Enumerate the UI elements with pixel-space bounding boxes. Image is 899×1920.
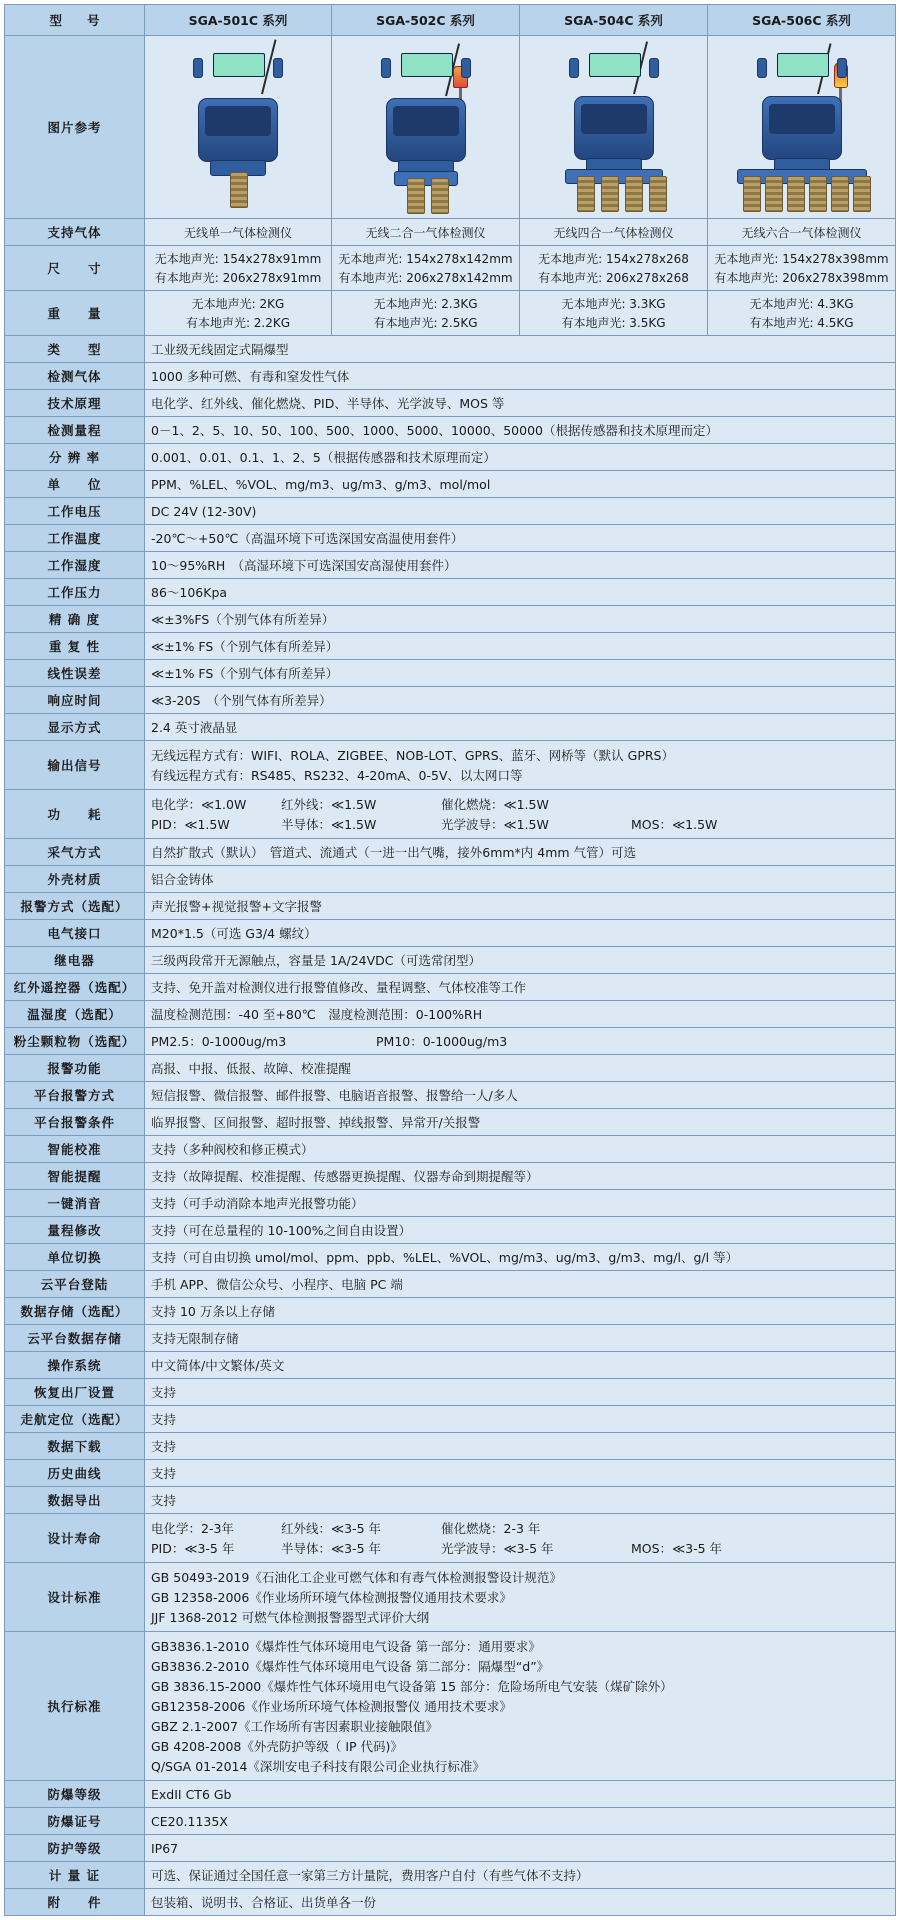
table-row-spec <box>5 1835 896 1862</box>
spec-label-unit: 单 位 <box>5 471 145 498</box>
table-row-dust <box>5 1028 896 1055</box>
table-row-spec <box>5 1808 896 1835</box>
table-row-spec <box>5 1190 896 1217</box>
spec-value-cloud-login: 手机 APP、微信公众号、小程序、电脑 PC 端 <box>145 1271 896 1298</box>
exec-standard-label: 执行标准 <box>5 1632 145 1781</box>
weight-504c-line2: 有本地声光: 3.5KG <box>561 316 666 330</box>
table-row-spec <box>5 1082 896 1109</box>
spec-value-data-export: 支持 <box>145 1487 896 1514</box>
spec-label-ex-rating: 防爆等级 <box>5 1781 145 1808</box>
spec-value-os: 中文简体/中文繁体/英文 <box>145 1352 896 1379</box>
table-row-spec <box>5 1487 896 1514</box>
design-standard-label: 设计标准 <box>5 1563 145 1632</box>
table-row-spec <box>5 1325 896 1352</box>
spec-value-principle: 电化学、红外线、催化燃烧、PID、半导体、光学波导、MOS 等 <box>145 390 896 417</box>
table-row-spec <box>5 336 896 363</box>
weight-506c <box>708 291 896 336</box>
table-row-spec <box>5 606 896 633</box>
gas-support-502c: 无线二合一气体检测仪 <box>332 219 520 246</box>
life-ec: 电化学：2-3年 <box>151 1521 234 1536</box>
table-row-spec <box>5 1136 896 1163</box>
spec-label-platform-alarm-mode: 平台报警方式 <box>5 1082 145 1109</box>
spec-label-one-key-mute: 一键消音 <box>5 1190 145 1217</box>
spec-label-history-curve: 历史曲线 <box>5 1460 145 1487</box>
exec-standard-line-1: GB3836.1-2010《爆炸性气体环境用电气设备 第一部分：通用要求》 <box>151 1639 541 1654</box>
table-row-spec <box>5 714 896 741</box>
spec-label-os: 操作系统 <box>5 1352 145 1379</box>
spec-value-repeatability: ≪±1% FS（个别气体有所差异） <box>145 633 896 660</box>
exec-standard-line-3: GB 3836.15-2000《爆炸性气体环境用电气设备第 15 部分：危险场所电气安装（煤矿除外） <box>151 1679 673 1694</box>
spec-label-cloud-login: 云平台登陆 <box>5 1271 145 1298</box>
table-row-spec <box>5 525 896 552</box>
table-row-spec <box>5 974 896 1001</box>
table-row-spec <box>5 1163 896 1190</box>
table-row-spec <box>5 1109 896 1136</box>
table-row-spec <box>5 1298 896 1325</box>
spec-value-one-key-mute: 支持（可手动消除本地声光报警功能） <box>145 1190 896 1217</box>
exec-standard-line-2: GB3836.2-2010《爆炸性气体环境用电气设备 第二部分：隔爆型“d”》 <box>151 1659 550 1674</box>
spec-value-humidity: 10～95%RH （高湿环境下可选深国安高湿使用套件） <box>145 552 896 579</box>
size-501c-line1: 无本地声光: 154x278x91mm <box>154 252 322 266</box>
table-row-exec-standard <box>5 1632 896 1781</box>
table-row-spec <box>5 363 896 390</box>
table-row-spec <box>5 417 896 444</box>
weight-label: 重 量 <box>5 291 145 336</box>
table-row-spec <box>5 444 896 471</box>
weight-504c <box>520 291 708 336</box>
device-image-506c <box>708 36 896 219</box>
gas-support-label: 支持气体 <box>5 219 145 246</box>
table-row-spec <box>5 1862 896 1889</box>
size-506c-line2: 有本地声光: 206x278x398mm <box>714 271 889 285</box>
exec-standard-line-6: GB 4208-2008《外壳防护等级（ IP 代码)》 <box>151 1739 403 1754</box>
design-standard-line-3: JJF 1368-2012 可燃气体检测报警器型式评价大纲 <box>151 1610 430 1625</box>
table-row-output-signal <box>5 741 896 790</box>
table-row-header <box>5 5 896 36</box>
table-row-spec <box>5 839 896 866</box>
spec-value-temp-humidity-option: 温度检测范围：-40 至+80℃ 湿度检测范围：0-100%RH <box>145 1001 896 1028</box>
spec-label-cloud-storage: 云平台数据存储 <box>5 1325 145 1352</box>
dust-pm25: PM2.5：0-1000ug/m3 <box>151 1034 287 1049</box>
spec-value-housing: 铝合金铸体 <box>145 866 896 893</box>
model-502c: SGA-502C 系列 <box>332 5 520 36</box>
spec-value-data-download: 支持 <box>145 1433 896 1460</box>
spec-value-relay: 三级两段常开无源触点，容量是 1A/24VDC（可选常闭型） <box>145 947 896 974</box>
spec-value-ex-rating: ExdII CT6 Gb <box>145 1781 896 1808</box>
spec-label-response-time: 响应时间 <box>5 687 145 714</box>
spec-value-mobile-positioning: 支持 <box>145 1406 896 1433</box>
design-life-label: 设计寿命 <box>5 1514 145 1563</box>
table-row-spec <box>5 579 896 606</box>
spec-value-range: 0－1、2、5、10、50、100、500、1000、5000、10000、50000（根据传感器和技术原理而定） <box>145 417 896 444</box>
spec-label-sampling: 采气方式 <box>5 839 145 866</box>
spec-value-linearity: ≪±1% FS（个别气体有所差异） <box>145 660 896 687</box>
spec-value-pressure: 86～106Kpa <box>145 579 896 606</box>
table-row-spec <box>5 920 896 947</box>
table-row-power <box>5 790 896 839</box>
weight-502c-line1: 无本地声光: 2.3KG <box>373 297 478 311</box>
device-image-504c <box>520 36 708 219</box>
size-502c <box>332 246 520 291</box>
table-row-image <box>5 36 896 219</box>
spec-label-housing: 外壳材质 <box>5 866 145 893</box>
exec-standard-value <box>145 1632 896 1781</box>
spec-value-detect-gas: 1000 多种可燃、有毒和窒发性气体 <box>145 363 896 390</box>
spec-value-ip-rating: IP67 <box>145 1835 896 1862</box>
weight-506c-line2: 有本地声光: 4.5KG <box>749 316 854 330</box>
spec-label-mobile-positioning: 走航定位（选配） <box>5 1406 145 1433</box>
spec-value-voltage: DC 24V (12-30V) <box>145 498 896 525</box>
exec-standard-line-4: GB12358-2006《作业场所环境气体检测报警仪 通用技术要求》 <box>151 1699 512 1714</box>
size-504c-line1: 无本地声光: 154x278x268 <box>538 252 689 266</box>
power-semiconductor: 半导体：≪1.5W <box>281 817 377 832</box>
spec-value-platform-alarm-condition: 临界报警、区间报警、超时报警、掉线报警、异常开/关报警 <box>145 1109 896 1136</box>
spec-value-platform-alarm-mode: 短信报警、微信报警、邮件报警、电脑语音报警、报警给一人/多人 <box>145 1082 896 1109</box>
table-row-size <box>5 246 896 291</box>
size-504c-line2: 有本地声光: 206x278x268 <box>538 271 689 285</box>
spec-value-type: 工业级无线固定式隔爆型 <box>145 336 896 363</box>
table-row-spec <box>5 947 896 974</box>
model-504c: SGA-504C 系列 <box>520 5 708 36</box>
spec-label-unit-switch: 单位切换 <box>5 1244 145 1271</box>
power-row-2 <box>151 814 889 834</box>
spec-label-factory-reset: 恢复出厂设置 <box>5 1379 145 1406</box>
weight-501c-line1: 无本地声光: 2KG <box>191 297 285 311</box>
table-row-weight <box>5 291 896 336</box>
spec-label-humidity: 工作湿度 <box>5 552 145 579</box>
image-ref-label: 图片参考 <box>5 36 145 219</box>
spec-label-display: 显示方式 <box>5 714 145 741</box>
spec-label-relay: 继电器 <box>5 947 145 974</box>
size-506c <box>708 246 896 291</box>
table-row-spec <box>5 1460 896 1487</box>
spec-value-smart-reminder: 支持（故障提醒、校准提醒、传感器更换提醒、仪器寿命到期提醒等） <box>145 1163 896 1190</box>
spec-label-accuracy: 精 确 度 <box>5 606 145 633</box>
spec-value-accessories: 包装箱、说明书、合格证、出货单各一份 <box>145 1889 896 1916</box>
spec-label-ir-remote: 红外遥控器（选配） <box>5 974 145 1001</box>
weight-501c <box>145 291 332 336</box>
spec-label-smart-calibration: 智能校准 <box>5 1136 145 1163</box>
spec-label-resolution: 分 辨 率 <box>5 444 145 471</box>
size-501c-line2: 有本地声光: 206x278x91mm <box>154 271 322 285</box>
spec-label-range-modify: 量程修改 <box>5 1217 145 1244</box>
size-502c-line2: 有本地声光: 206x278x142mm <box>338 271 513 285</box>
spec-table <box>4 4 896 1916</box>
table-row-spec <box>5 866 896 893</box>
spec-value-accuracy: ≪±3%FS（个别气体有所差异） <box>145 606 896 633</box>
spec-label-range: 检测量程 <box>5 417 145 444</box>
life-catalytic: 催化燃烧：2-3 年 <box>441 1521 541 1536</box>
design-standard-line-1: GB 50493-2019《石油化工企业可燃气体和有毒气体检测报警设计规范》 <box>151 1570 562 1585</box>
device-image-501c <box>145 36 332 219</box>
table-row-spec <box>5 1271 896 1298</box>
spec-label-voltage: 工作电压 <box>5 498 145 525</box>
spec-value-unit-switch: 支持（可自由切换 umol/mol、ppm、ppb、%LEL、%VOL、mg/m3、ug/m3、g/m3、mg/l、g/l 等） <box>145 1244 896 1271</box>
spec-value-history-curve: 支持 <box>145 1460 896 1487</box>
spec-value-alarm-function: 高报、中报、低报、故障、校准提醒 <box>145 1055 896 1082</box>
life-semiconductor: 半导体：≪3-5 年 <box>281 1541 381 1556</box>
spec-label-accessories: 附 件 <box>5 1889 145 1916</box>
power-row-1 <box>151 794 889 814</box>
gas-support-506c: 无线六合一气体检测仪 <box>708 219 896 246</box>
table-row-spec <box>5 1055 896 1082</box>
dust-row <box>151 1032 889 1050</box>
power-optical: 光学波导：≪1.5W <box>441 817 549 832</box>
table-row-spec <box>5 1406 896 1433</box>
design-standard-line-2: GB 12358-2006《作业场所环境气体检测报警仪通用技术要求》 <box>151 1590 512 1605</box>
dust-pm10: PM10：0-1000ug/m3 <box>376 1034 508 1049</box>
spec-value-smart-calibration: 支持（多种阀校和修正模式） <box>145 1136 896 1163</box>
spec-label-alarm-function: 报警功能 <box>5 1055 145 1082</box>
table-row-design-standard <box>5 1563 896 1632</box>
spec-label-principle: 技术原理 <box>5 390 145 417</box>
spec-label-platform-alarm-condition: 平台报警条件 <box>5 1109 145 1136</box>
table-row-spec <box>5 1781 896 1808</box>
spec-label-alarm-mode: 报警方式（选配） <box>5 893 145 920</box>
spec-label-detect-gas: 检测气体 <box>5 363 145 390</box>
spec-value-data-storage: 支持 10 万条以上存储 <box>145 1298 896 1325</box>
exec-standard-line-7: Q/SGA 01-2014《深圳安电子科技有限公司企业执行标准》 <box>151 1759 485 1774</box>
table-row-spec <box>5 687 896 714</box>
table-row-spec <box>5 1379 896 1406</box>
table-row-spec <box>5 1217 896 1244</box>
output-signal-value <box>145 741 896 790</box>
spec-value-range-modify: 支持（可在总量程的 10-100%之间自由设置） <box>145 1217 896 1244</box>
weight-504c-line1: 无本地声光: 3.3KG <box>561 297 666 311</box>
table-row-gas-support <box>5 219 896 246</box>
power-catalytic: 催化燃烧：≪1.5W <box>441 797 549 812</box>
output-signal-wireless: 无线远程方式有：WIFI、ROLA、ZIGBEE、NOB-LOT、GPRS、蓝牙、网桥等（默认 GPRS） <box>151 748 674 763</box>
spec-value-cloud-storage: 支持无限制存储 <box>145 1325 896 1352</box>
table-row-design-life <box>5 1514 896 1563</box>
spec-value-alarm-mode: 声光报警+视觉报警+文字报警 <box>145 893 896 920</box>
spec-label-data-export: 数据导出 <box>5 1487 145 1514</box>
spec-value-resolution: 0.001、0.01、0.1、1、2、5（根据传感器和技术原理而定） <box>145 444 896 471</box>
size-502c-line1: 无本地声光: 154x278x142mm <box>338 252 513 266</box>
spec-value-unit: PPM、%LEL、%VOL、mg/m3、ug/m3、g/m3、mol/mol <box>145 471 896 498</box>
life-ir: 红外线：≪3-5 年 <box>281 1521 381 1536</box>
life-optical: 光学波导：≪3-5 年 <box>441 1541 554 1556</box>
spec-label-repeatability: 重 复 性 <box>5 633 145 660</box>
spec-label-metrology-cert: 计 量 证 <box>5 1862 145 1889</box>
spec-value-temperature: -20℃～+50℃（高温环境下可选深国安高温使用套件） <box>145 525 896 552</box>
exec-standard-line-5: GBZ 2.1-2007《工作场所有害因素职业接触限值》 <box>151 1719 439 1734</box>
size-label: 尺 寸 <box>5 246 145 291</box>
size-501c <box>145 246 332 291</box>
table-row-spec <box>5 390 896 417</box>
spec-value-sampling: 自然扩散式（默认） 管道式、流通式（一进一出气嘴，接外6mm*内 4mm 气管）可选 <box>145 839 896 866</box>
design-life-value <box>145 1514 896 1563</box>
life-pid: PID：≪3-5 年 <box>151 1541 235 1556</box>
design-life-row-2 <box>151 1538 889 1558</box>
spec-value-display: 2.4 英寸液晶显 <box>145 714 896 741</box>
size-506c-line1: 无本地声光: 154x278x398mm <box>714 252 889 266</box>
spec-value-metrology-cert: 可选、保证通过全国任意一家第三方计量院，费用客户自付（有些气体不支持） <box>145 1862 896 1889</box>
spec-label-data-storage: 数据存储（选配） <box>5 1298 145 1325</box>
model-label: 型 号 <box>5 5 145 36</box>
table-row-spec <box>5 1001 896 1028</box>
table-row-spec <box>5 471 896 498</box>
table-row-spec <box>5 660 896 687</box>
spec-label-ex-cert-no: 防爆证号 <box>5 1808 145 1835</box>
spec-label-ip-rating: 防护等级 <box>5 1835 145 1862</box>
spec-label-electrical-interface: 电气接口 <box>5 920 145 947</box>
power-label: 功 耗 <box>5 790 145 839</box>
power-ir: 红外线：≪1.5W <box>281 797 377 812</box>
model-501c: SGA-501C 系列 <box>145 5 332 36</box>
weight-501c-line2: 有本地声光: 2.2KG <box>185 316 291 330</box>
spec-value-electrical-interface: M20*1.5（可选 G3/4 螺纹） <box>145 920 896 947</box>
output-signal-label: 输出信号 <box>5 741 145 790</box>
spec-label-linearity: 线性误差 <box>5 660 145 687</box>
spec-label-pressure: 工作压力 <box>5 579 145 606</box>
spec-label-type: 类 型 <box>5 336 145 363</box>
gas-support-501c: 无线单一气体检测仪 <box>145 219 332 246</box>
spec-value-ex-cert-no: CE20.1135X <box>145 1808 896 1835</box>
spec-label-smart-reminder: 智能提醒 <box>5 1163 145 1190</box>
spec-label-temperature: 工作温度 <box>5 525 145 552</box>
spec-label-data-download: 数据下载 <box>5 1433 145 1460</box>
model-506c: SGA-506C 系列 <box>708 5 896 36</box>
design-life-row-1 <box>151 1518 889 1538</box>
design-standard-value <box>145 1563 896 1632</box>
table-row-spec <box>5 1244 896 1271</box>
weight-502c <box>332 291 520 336</box>
output-signal-wired: 有线远程方式有：RS485、RS232、4-20mA、0-5V、以太网口等 <box>151 768 523 783</box>
device-image-502c <box>332 36 520 219</box>
power-ec: 电化学：≪1.0W <box>151 797 247 812</box>
spec-value-factory-reset: 支持 <box>145 1379 896 1406</box>
table-row-spec <box>5 1352 896 1379</box>
spec-label-temp-humidity-option: 温湿度（选配） <box>5 1001 145 1028</box>
table-row-spec <box>5 1433 896 1460</box>
table-row-spec <box>5 498 896 525</box>
spec-value-response-time: ≪3-20S （个别气体有所差异） <box>145 687 896 714</box>
gas-support-504c: 无线四合一气体检测仪 <box>520 219 708 246</box>
weight-506c-line1: 无本地声光: 4.3KG <box>749 297 854 311</box>
power-pid: PID：≪1.5W <box>151 817 230 832</box>
table-row-spec <box>5 633 896 660</box>
dust-label: 粉尘颗粒物（选配） <box>5 1028 145 1055</box>
table-row-spec <box>5 1889 896 1916</box>
table-row-spec <box>5 552 896 579</box>
spec-value-ir-remote: 支持、免开盖对检测仪进行报警值修改、量程调整、气体校准等工作 <box>145 974 896 1001</box>
table-row-spec <box>5 893 896 920</box>
life-mos: MOS：≪3-5 年 <box>631 1541 723 1556</box>
size-504c <box>520 246 708 291</box>
power-mos: MOS：≪1.5W <box>631 817 718 832</box>
weight-502c-line2: 有本地声光: 2.5KG <box>373 316 478 330</box>
power-value <box>145 790 896 839</box>
dust-value <box>145 1028 896 1055</box>
